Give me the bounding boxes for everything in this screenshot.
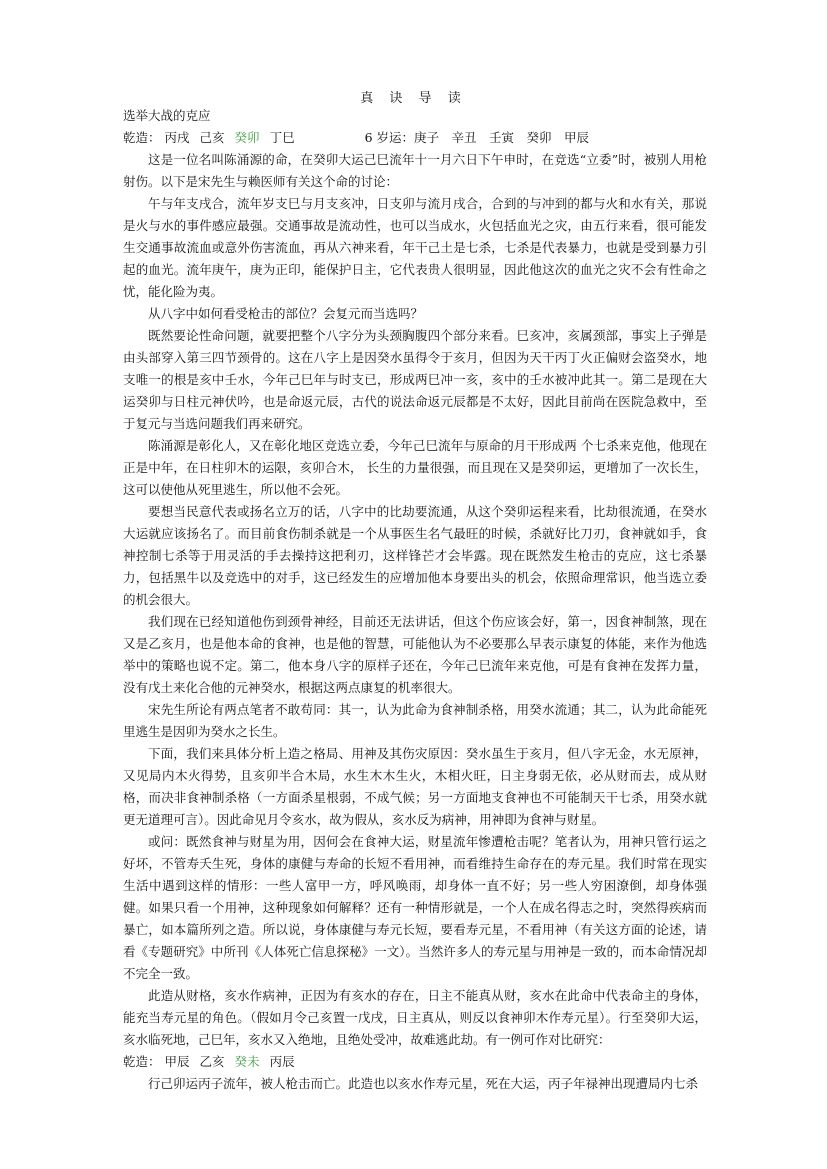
birth-chart-2 — [123, 1051, 707, 1073]
year-pillar: 甲辰 — [164, 1054, 190, 1069]
paragraph: 或问：既然食神与财星为用，因何会在食神大运，财星流年惨遭枪击呢？笔者认为，用神只管行运之好坏，不管寿夭生死，身体的康健与寿命的长短不看用神，而看维持生命存在的寿元星。我们时常在现实生活中遇到这样的情形：一些人富甲一方，呼风唤雨，却身体一直不好；另一些人穷困潦倒，却身体强健。如果只看一个用神，这种现象如何解释？还有一种情形就是，一个人在成名得志之时，突然得疾病而暴亡，如本篇所列之造。所以说，身体康健与寿元长短，要看寿元星，不看用神（有关这方面的论述，请看《专题研究》中所刊《人体死亡信息探秘》一文）。当然许多人的寿元星与用神是一致的，而本命情况却不完全一致。 — [123, 834, 707, 981]
luck-cycles: 6 岁运：庚子 辛丑 壬寅 癸卯 甲辰 — [364, 130, 590, 145]
chart-label: 乾造： — [123, 1054, 161, 1069]
paragraph: 行己卯运丙子流年，被人枪击而亡。此造也以亥水作寿元星，死在大运，丙子年禄神出现遭局内七杀 — [148, 1076, 699, 1091]
body-text — [123, 105, 707, 1095]
subtitle: 选举大战的克应 — [123, 108, 211, 123]
page-title: 真 诀 导 读 — [360, 91, 467, 106]
hour-pillar: 丙辰 — [269, 1054, 295, 1069]
day-pillar: 癸卯 — [234, 130, 260, 145]
paragraph: 我们现在已经知道他伤到颈骨神经，目前还无法讲话，但这个伤应该会好，第一，因食神制煞，现在又是乙亥月，也是他本命的食神，也是他的智慧，可能他认为不必要那么早表示康复的体能，来作为他选举中的策略也说不定。第二，他本身八字的原样子还在，今年己巳流年来克他，可是有食神在发挥力量，没有戊土来化合他的元神癸水，根据这两点康复的机率很大。 — [123, 614, 707, 695]
year-pillar: 丙戌 — [164, 130, 190, 145]
paragraph: 既然要论性命问题，就要把整个八字分为头颈胸腹四个部分来看。巳亥冲，亥属颈部，事实上子弹是由头部穿入第三四节颈骨的。这在八字上是因癸水虽得令于亥月，但因为天干丙丁火正偏财会盗癸水，地支唯一的根是亥中壬水，今年己巳年与时支已，形成两巳冲一亥，亥中的壬水被冲此其一。第二是现在大运癸卯与日柱元神伏吟，也是命返元辰，古代的说法命返元辰都是不太好，因此目前尚在医院急救中，至于复元与当选问题我们再来研究。 — [123, 328, 707, 431]
paragraph: 陈涌源是彰化人，又在彰化地区竞选立委，今年己巳流年与原命的月干形成两 个七杀来克他，他现在正是中年，在日柱卯木的运限，亥卯合木， 长生的力量很强，而且现在又是癸卯运，更增加了一次长生，这可以使他从死里逃生，所以他不会死。 — [123, 438, 707, 497]
paragraph: 下面，我们来具体分析上造之格局、用神及其伤灾原因：癸水虽生于亥月，但八字无金，水无原神，又见局内木火得势，且亥卯半合木局，水生木木生火，木相火旺，日主身弱无依，必从财而去，成从财格，而决非食神制杀格（一方面杀星根弱，不成气候；另一方面地支食神也不可能制天干七杀，用癸水就更无道理可言）。因此命见月令亥水，故为假从，亥水反为病神，用神即为食神与财星。 — [123, 746, 707, 827]
paragraph: 宋先生所论有两点笔者不敢苟同：其一，认为此命为食神制杀格，用癸水流通；其二，认为此命能死里逃生是因卯为癸水之长生。 — [123, 702, 707, 739]
hour-pillar: 丁巳 — [269, 130, 295, 145]
paragraph: 午与年支戌合，流年岁支巳与月支亥冲，日支卯与流月戌合，合到的与冲到的都与火和水有关，那说是火与水的事件感应最强。交通事故是流动性，也可以当成水，火包括血光之灾，由五行来看，很可能发生交通事故流血或意外伤害流血，再从六神来看，年干己土是七杀，七杀是代表暴力，也就是受到暴力引起的血光。流年庚午，庚为正印，能保护日主，它代表贵人很明显，因此他这次的血光之灾不会有性命之忧，能化险为夷。 — [123, 196, 707, 299]
month-pillar: 乙亥 — [199, 1054, 225, 1069]
chart-label: 乾造： — [123, 130, 161, 145]
birth-chart-1 — [123, 127, 707, 149]
paragraph: 要想当民意代表或扬名立万的话，八字中的比劫要流通，从这个癸卯运程来看，比劫很流通，在癸水大运就应该扬名了。而目前食伤制杀就是一个从事医生名气最旺的时候，杀就好比刀刃，食神就如手，食神控制七杀等于用灵活的手去操持这把利刃，这样锋芒才会毕露。现在既然发生枪击的克应，这七杀暴力，包括黑牛以及竞选中的对手，这已经发生的应增加他本身要出头的机会，依照命理常识，他当选立委的机会很大。 — [123, 504, 707, 607]
paragraph: 这是一位名叫陈涌源的命，在癸卯大运己巳流年十一月六日下午申时，在竞选“立委”时，被别人用枪射伤。以下是宋先生与赖医师有关这个命的讨论： — [123, 152, 707, 189]
question: 从八字中如何看受枪击的部位？会复元而当选吗？ — [148, 306, 424, 321]
paragraph: 此造从财格，亥水作病神，正因为有亥水的存在，日主不能真从财，亥水在此命中代表命主的身体，能充当寿元星的角色。（假如月令己亥置一戊戌，日主真从，则反以食神卯木作寿元星）。行至癸卯大运，亥水临死地，己巳年，亥水又入绝地，且绝处受冲，故难逃此劫。有一例可作对比研究： — [123, 988, 707, 1047]
day-pillar: 癸未 — [234, 1054, 260, 1069]
month-pillar: 己亥 — [199, 130, 225, 145]
